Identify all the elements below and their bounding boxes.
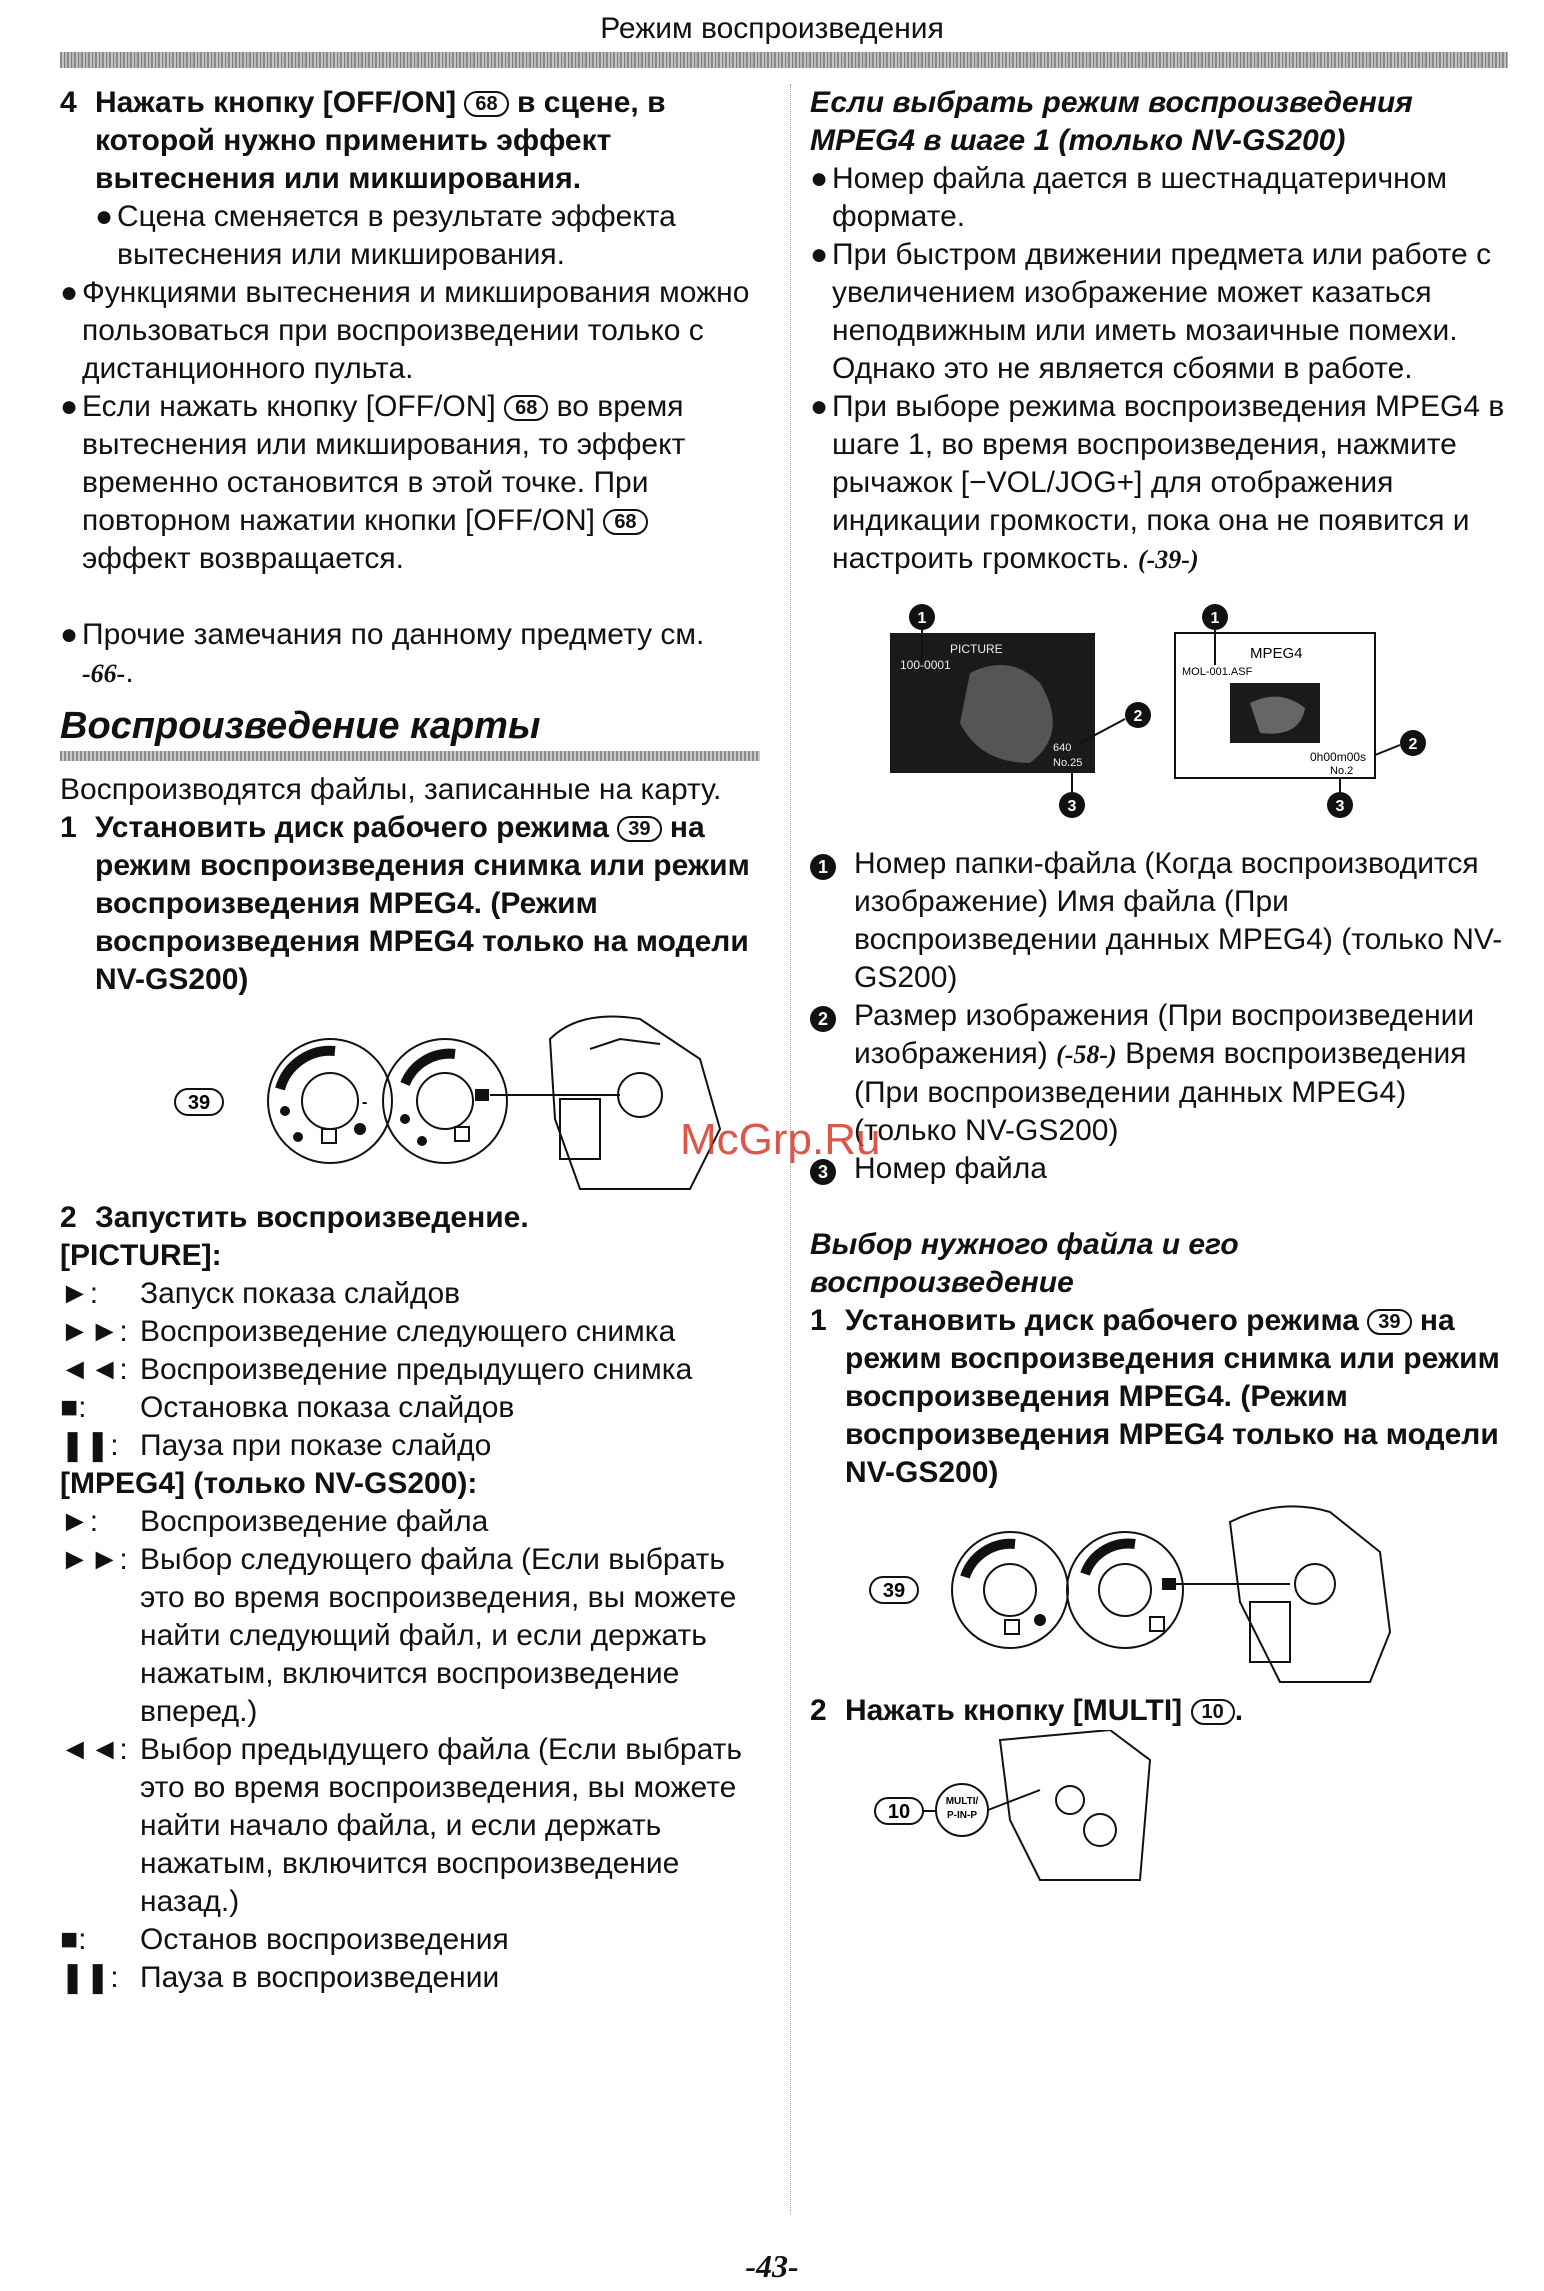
key-row: ►►: Воспроизведение следующего снимка (60, 1315, 676, 1348)
key-row: ►: Запуск показа слайдов (60, 1277, 461, 1310)
mode-dial-figure (60, 999, 760, 1199)
legend-list (810, 845, 1510, 1188)
svg-text:MOL-001.ASF: MOL-001.ASF (1182, 666, 1253, 678)
mode-dial-illustration (60, 999, 760, 1199)
step-2: 2 Запустить воспроизведение. (60, 1201, 529, 1234)
svg-text:MULTI/P-IN-P: MULTI/P-IN-P (962, 1880, 969, 1881)
key-row: ►: Воспроизведение файла (60, 1505, 489, 1538)
key-row: ❚❚: Пауза при показе слайдо (60, 1429, 492, 1462)
bullet: ● Если нажать кнопку [OFF/ON] 68 во время вытеснения или микширования, то эффект временно остановится в этой точке. При повторном нажатии кнопки [OFF/ON] 68 эффект возвращается. (60, 390, 686, 575)
svg-text:100-0001: 100-0001 (900, 658, 951, 672)
mode-dial-illustration-right (810, 1492, 1510, 1692)
step-1: 1 Установить диск рабочего режима 39 на режим воспроизведения снимка или режим воспроизведения MPEG4. (Режим воспроизведения MPEG4 только на модели NV-GS200) (60, 811, 750, 996)
bullet: ● Номер файла дается в шестнадцатеричном формате. (810, 162, 1447, 233)
mpeg-keys-list (60, 1503, 760, 1997)
playback-screens-illustration (810, 593, 1510, 823)
bullet: ● Функциями вытеснения и микширования можно пользоваться при воспроизведении только с дистанционного пульта. (60, 276, 750, 385)
svg-text:P-IN-P: P-IN-P (947, 1810, 977, 1821)
left-column (60, 84, 760, 1997)
svg-text:MULTI/: MULTI/ (945, 1796, 979, 1807)
svg-text:No.25: No.25 (1053, 757, 1083, 769)
svg-text:2: 2 (1408, 736, 1418, 753)
svg-text:640: 640 (1053, 742, 1072, 754)
section-title: Воспроизведение карты (60, 705, 541, 747)
svg-text:-: - (362, 1094, 368, 1111)
svg-text:3: 3 (1335, 798, 1345, 815)
picture-label: [PICTURE]: (60, 1239, 222, 1272)
svg-text:2: 2 (1133, 708, 1143, 725)
svg-text:10: 10 (887, 1801, 911, 1823)
key-row: ■: Останов воспроизведения (60, 1923, 509, 1956)
legend-item: 2 Размер изображения (При воспроизведении изображения) (-58-) Время воспроизведения (При воспроизведении данных MPEG4) (только NV-GS200) (810, 997, 1510, 1150)
section-intro: Воспроизводятся файлы, записанные на карту. (60, 773, 722, 806)
step-1-right: 1 Установить диск рабочего режима 39 на режим воспроизведения снимка или режим воспроизведения MPEG4. (Режим воспроизведения MPEG4 только на модели NV-GS200) (810, 1304, 1500, 1489)
watermark: McGrp.Ru (680, 1115, 881, 1164)
page-header-title: Режим воспроизведения (600, 12, 944, 45)
legend-item: 3 Номер файла (810, 1150, 1510, 1188)
key-row: ■: Остановка показа слайдов (60, 1391, 515, 1424)
right-column (810, 84, 1510, 1890)
key-row: ◄◄: Воспроизведение предыдущего снимка (60, 1353, 693, 1386)
multi-button-illustration (810, 1730, 1510, 1890)
bullet: ● При выборе режима воспроизведения MPEG4 в шаге 1, во время воспроизведения, нажмите рычажок [−VOL/JOG+] для отображения индикации громкости, пока она не появится и настроить громкость. (-39-) (810, 390, 1505, 575)
svg-text:PICTURE: PICTURE (950, 642, 1003, 656)
mpeg-label: [MPEG4] (только NV-GS200): (60, 1467, 478, 1500)
legend-item: 1 Номер папки-файла (Когда воспроизводится изображение) Имя файла (При воспроизведении данных MPEG4) (только NV-GS200) (810, 845, 1510, 997)
key-row: ❚❚: Пауза в воспроизведении (60, 1961, 500, 1994)
svg-text:3: 3 (1067, 798, 1077, 815)
multi-button-figure (810, 1730, 1510, 1890)
mode-dial-figure-right (810, 1492, 1510, 1692)
select-file-heading: Выбор нужного файла и его воспроизведение (810, 1228, 1239, 1299)
svg-text:MPEG4: MPEG4 (1250, 645, 1303, 662)
picture-keys-list (60, 1275, 760, 1465)
svg-text:0h00m00s: 0h00m00s (1310, 750, 1367, 764)
mpeg-heading: Если выбрать режим воспроизведения MPEG4 в шаге 1 (только NV-GS200) (810, 86, 1413, 157)
fig-ref-39: 39 (187, 1092, 211, 1114)
page-number: -43- (745, 2248, 799, 2284)
bullet: ● При быстром движении предмета или работе с увеличением изображение может казаться неподвижным или иметь мозаичные помехи. Однако это не является сбоями в работе. (810, 238, 1492, 385)
step-4-sub: ● Сцена сменяется в результате эффекта вытеснения или микширования. (95, 200, 676, 271)
step-4: 4 Нажать кнопку [OFF/ON] 68 в сцене, в которой нужно применить эффект вытеснения или микширования. (60, 86, 666, 195)
bullet: ● Прочие замечания по данному предмету см. -66-. (60, 618, 705, 689)
screens-figure (810, 593, 1510, 823)
key-row: ◄◄: Выбор предыдущего файла (Если выбрать это во время воспроизведения, вы можете найти начало файла, и если держать нажатым, включится воспроизведение назад.) (60, 1733, 742, 1918)
step-2-right: 2 Нажать кнопку [MULTI] 10 . (810, 1694, 1244, 1727)
ref-badge: 68 (464, 91, 508, 117)
svg-text:No.2: No.2 (1330, 765, 1354, 777)
section-band (60, 751, 760, 761)
svg-text:1: 1 (1210, 610, 1220, 627)
svg-text:1: 1 (917, 610, 927, 627)
svg-text:39: 39 (882, 1580, 906, 1602)
header-band (60, 52, 1508, 68)
key-row: ►►: Выбор следующего файла (Если выбрать это во время воспроизведения, вы можете найти следующий файл, и если держать нажатым, включится воспроизведение вперед.) (60, 1543, 737, 1728)
